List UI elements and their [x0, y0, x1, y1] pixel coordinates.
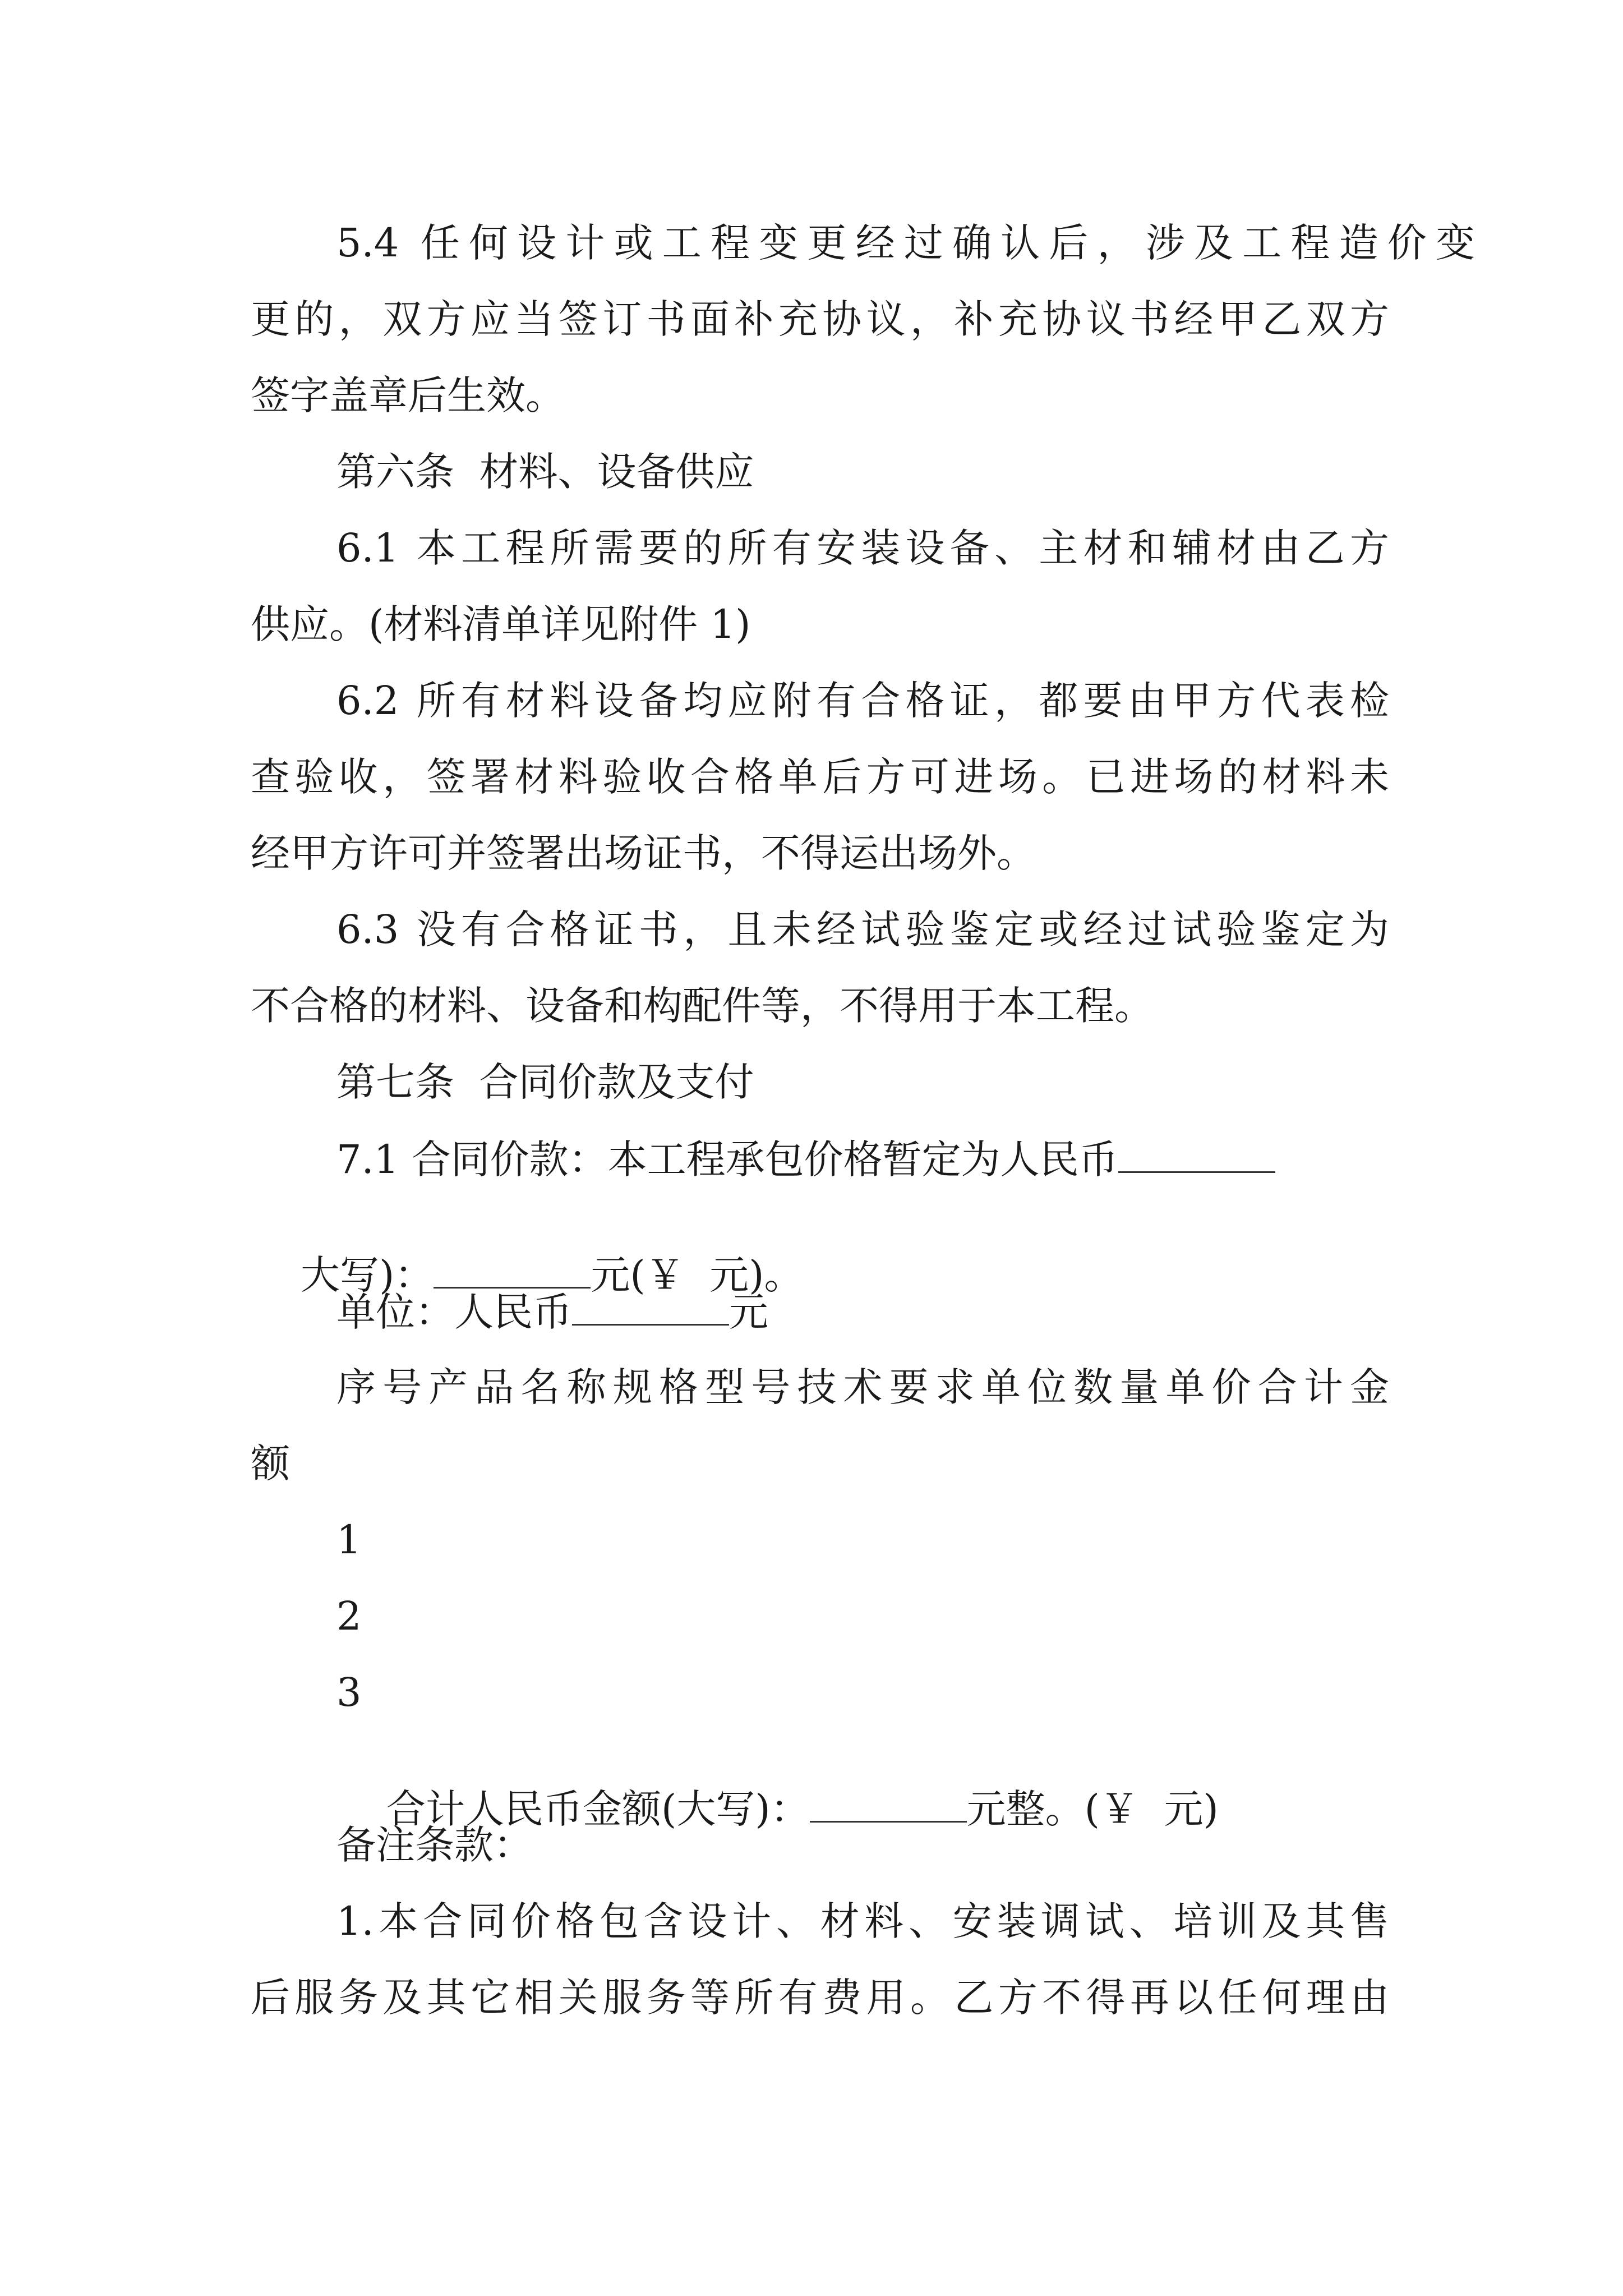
amount-in-words-label: 大写)： [301, 1252, 434, 1298]
clause-6-2-line-2: 查验收，签署材料验收合格单后方可进场。已进场的材料未 [251, 754, 1389, 800]
clause-6-1-line-2: 供应。(材料清单详见附件 1) [251, 601, 751, 647]
table-row-3: 3 [336, 1669, 362, 1715]
article-6-heading: 第六条 材料、设备供应 [336, 449, 754, 495]
table-row-1: 1 [336, 1517, 362, 1563]
remarks-heading: 备注条款： [336, 1822, 533, 1868]
total-amount-yuan: 元整。(￥ 元) [966, 1786, 1219, 1832]
remark-1-line-1: 1.本合同价格包含设计、材料、安装调试、培训及其售 [336, 1898, 1389, 1944]
unit-label: 单位：人民币 [336, 1289, 572, 1335]
clause-6-3-line-1: 6.3 没有合格证书，且未经试验鉴定或经过试验鉴定为 [336, 907, 1389, 953]
clause-6-3-line-2: 不合格的材料、设备和构配件等，不得用于本工程。 [251, 983, 1154, 1029]
clause-6-2-line-3: 经甲方许可并签署出场证书，不得运出场外。 [251, 830, 1036, 876]
remark-1-line-2: 后服务及其它相关服务等所有费用。乙方不得再以任何理由 [251, 1975, 1389, 2021]
contract-price-blank [1118, 1139, 1275, 1173]
article-7-heading: 第七条 合同价款及支付 [336, 1059, 754, 1105]
contract-price-label: 7.1 合同价款：本工程承包价格暂定为人民币 [336, 1137, 1118, 1182]
total-amount-blank [810, 1788, 967, 1823]
clause-7-1-line-1 [336, 1137, 1275, 1182]
table-header-line-2: 额 [251, 1441, 290, 1487]
amount-in-words-blank [434, 1254, 591, 1289]
unit-yuan: 元 [729, 1289, 768, 1335]
table-row-2: 2 [336, 1593, 362, 1639]
table-header-line-1: 序号产品名称规格型号技术要求单位数量单价合计金 [336, 1364, 1389, 1410]
clause-6-2-line-1: 6.2 所有材料设备均应附有合格证，都要由甲方代表检 [336, 678, 1389, 724]
clause-5-4-line-1: 5.4 任何设计或工程变更经过确认后，涉及工程造价变 [336, 220, 1475, 266]
clause-5-4-line-2: 更的，双方应当签订书面补充协议，补充协议书经甲乙双方 [251, 296, 1389, 342]
unit-blank [572, 1291, 729, 1326]
clause-5-4-line-3: 签字盖章后生效。 [251, 372, 565, 418]
clause-6-1-line-1: 6.1 本工程所需要的所有安装设备、主材和辅材由乙方 [336, 525, 1389, 571]
amount-yuan-text: 元(￥ 元)。 [591, 1252, 804, 1298]
total-amount-label: 合计人民币金额(大写)： [386, 1786, 810, 1832]
unit-line [336, 1289, 768, 1335]
